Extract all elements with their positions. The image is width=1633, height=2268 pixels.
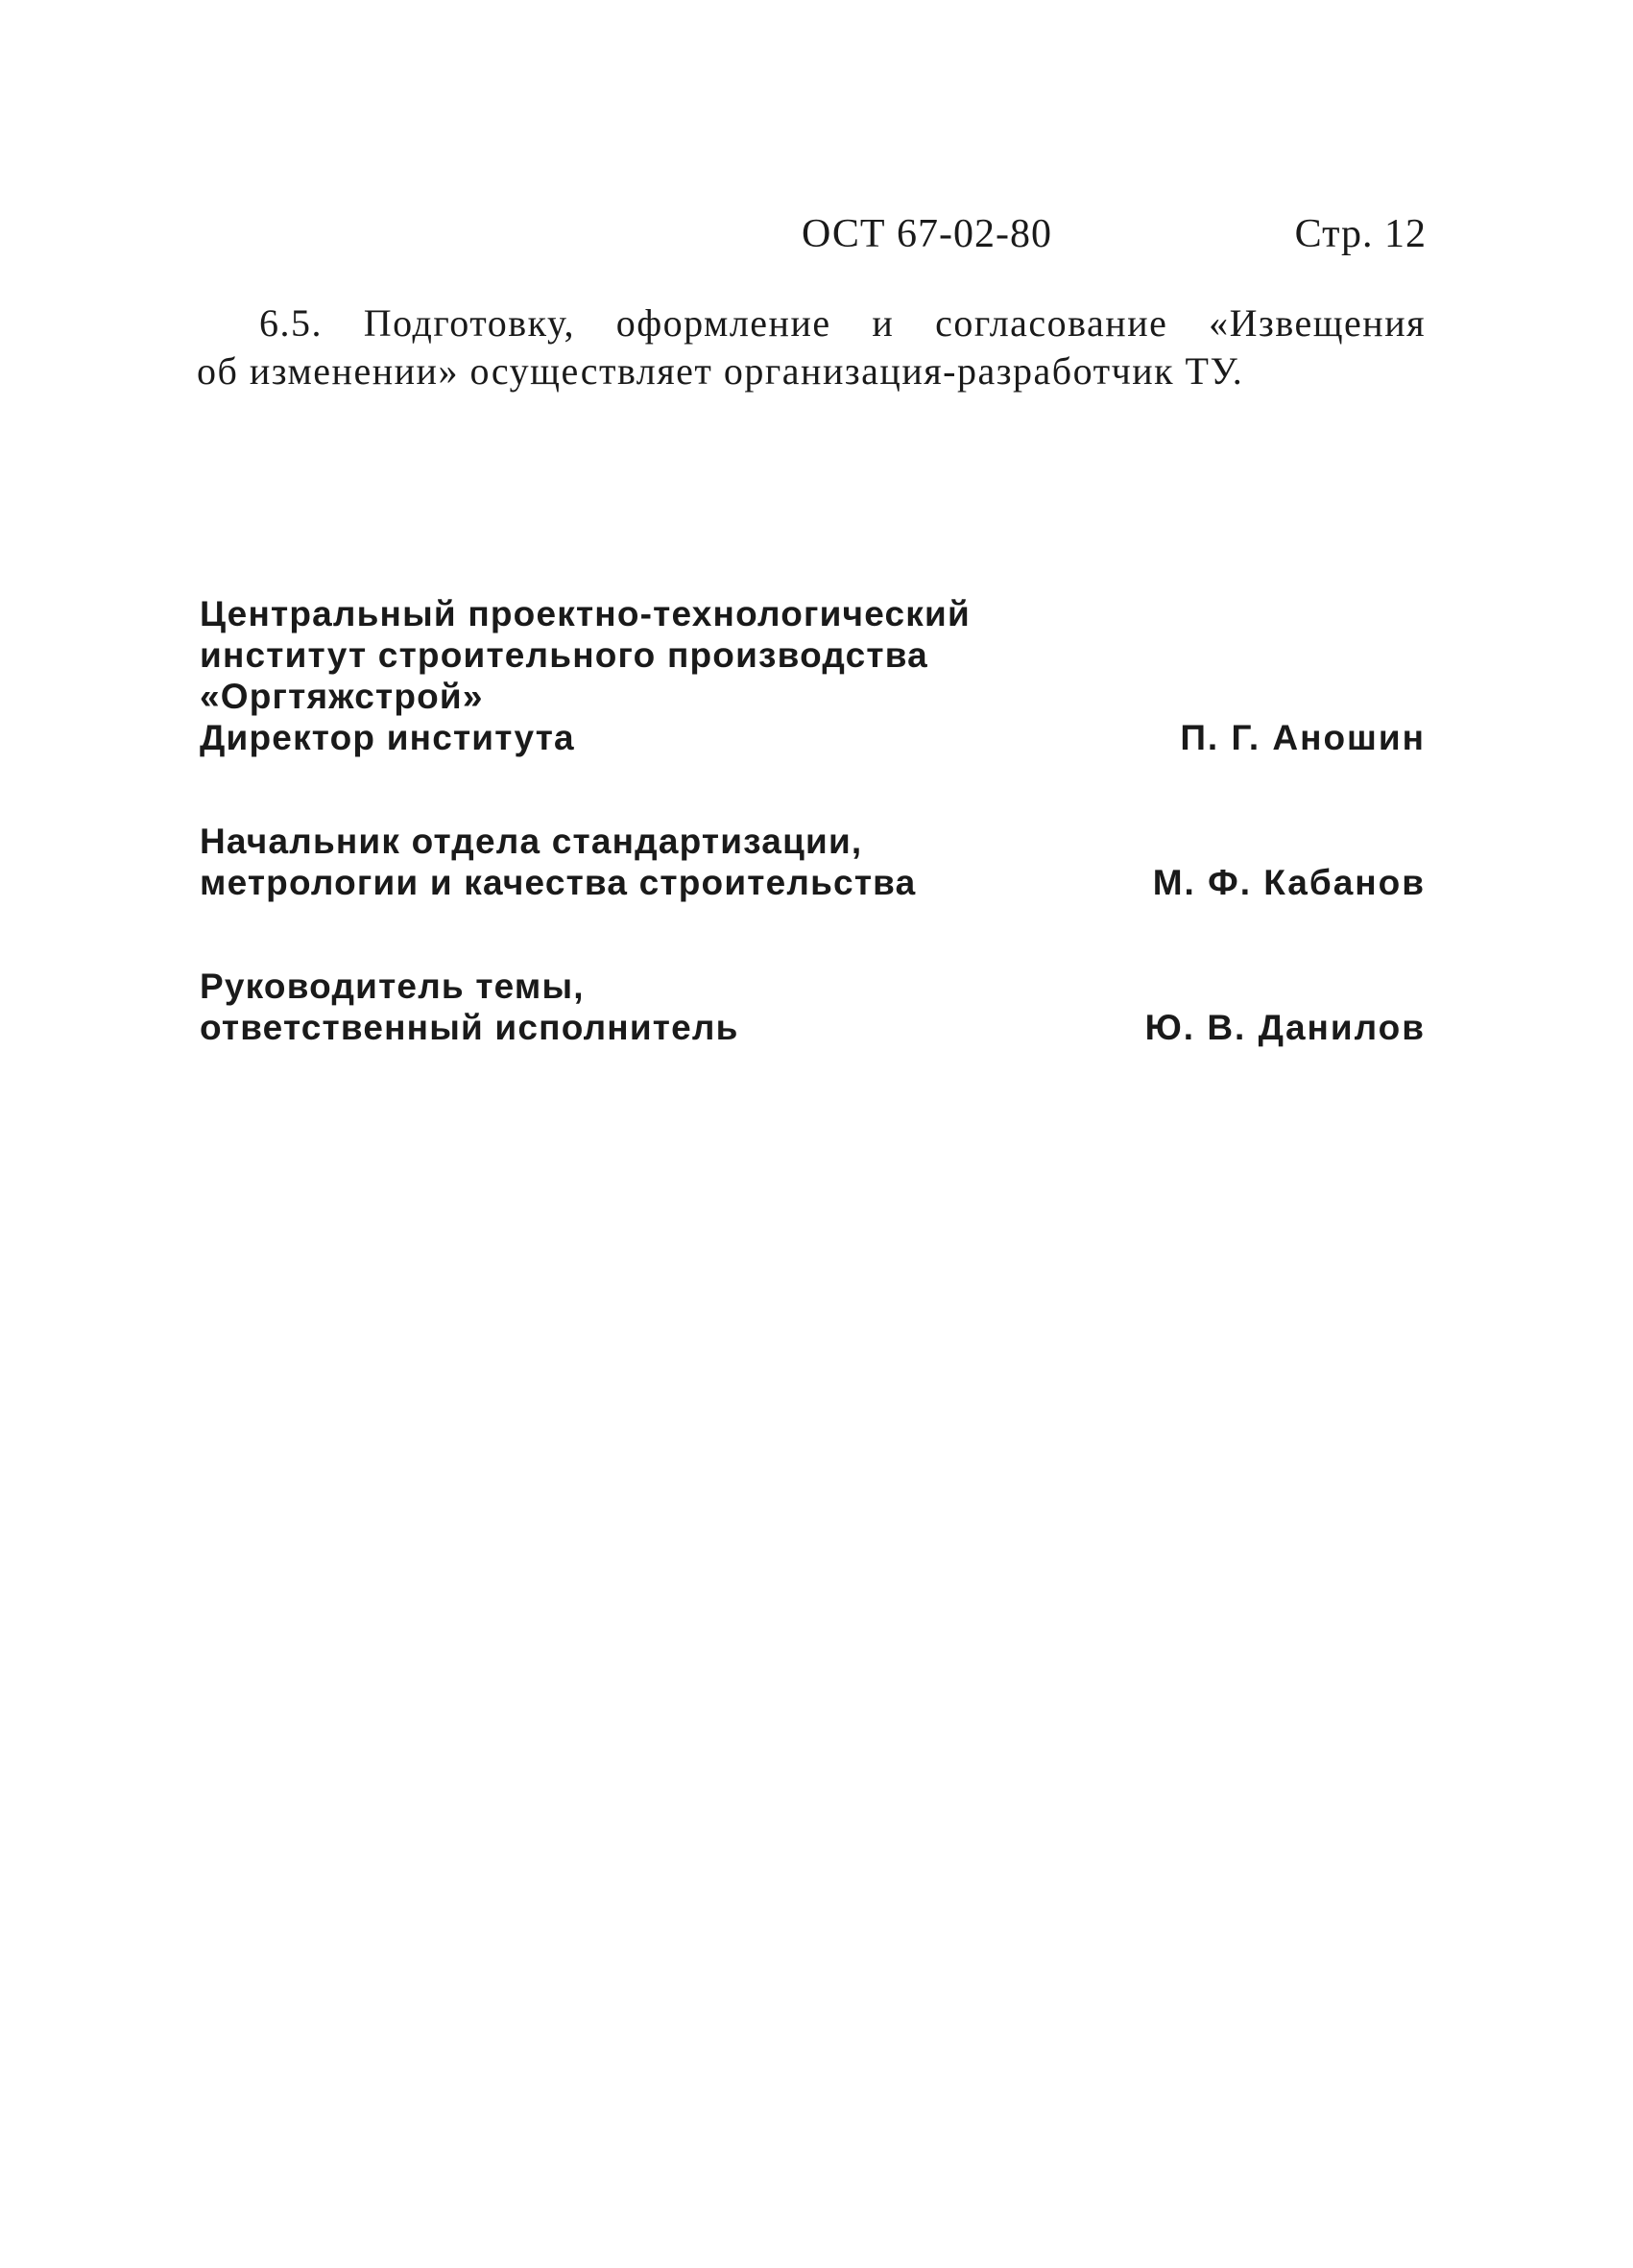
signature-block-topic-lead [200,966,1426,1048]
paragraph-line-1: 6.5. Подготовку, оформление и согласование «Извещения [259,301,1426,345]
signatory-name-topic-lead: Ю. В. Данилов [1144,1008,1426,1047]
signatory-name-director: П. Г. Аношин [1180,718,1426,757]
signature-block-dept-head [200,821,1426,903]
page-number: Стр. 12 [1294,212,1427,256]
signature-position: Директор института [200,718,575,757]
document-code: ОСТ 67-02-80 [802,212,1052,256]
signature-section [200,593,1426,1110]
signature-block-director [200,593,1426,758]
signature-position-line-1: Руководитель темы, [200,967,585,1006]
paragraph-line-2: об изменении» осуществляет организация-разработчик ТУ. [197,349,1244,393]
signatory-name-dept-head: М. Ф. Кабанов [1152,863,1426,902]
signature-org-line-3: «Оргтяжстрой» [200,677,484,716]
signature-position-line-2: ответственный исполнитель [200,1008,739,1047]
signature-position-line-2: метрологии и качества строительства [200,863,917,902]
clause-6-5-paragraph [197,299,1426,395]
signature-org-line-2: институт строительного производства [200,635,928,675]
signature-org-line-1: Центральный проектно-технологический [200,594,971,633]
signature-position-line-1: Начальник отдела стандартизации, [200,822,863,861]
